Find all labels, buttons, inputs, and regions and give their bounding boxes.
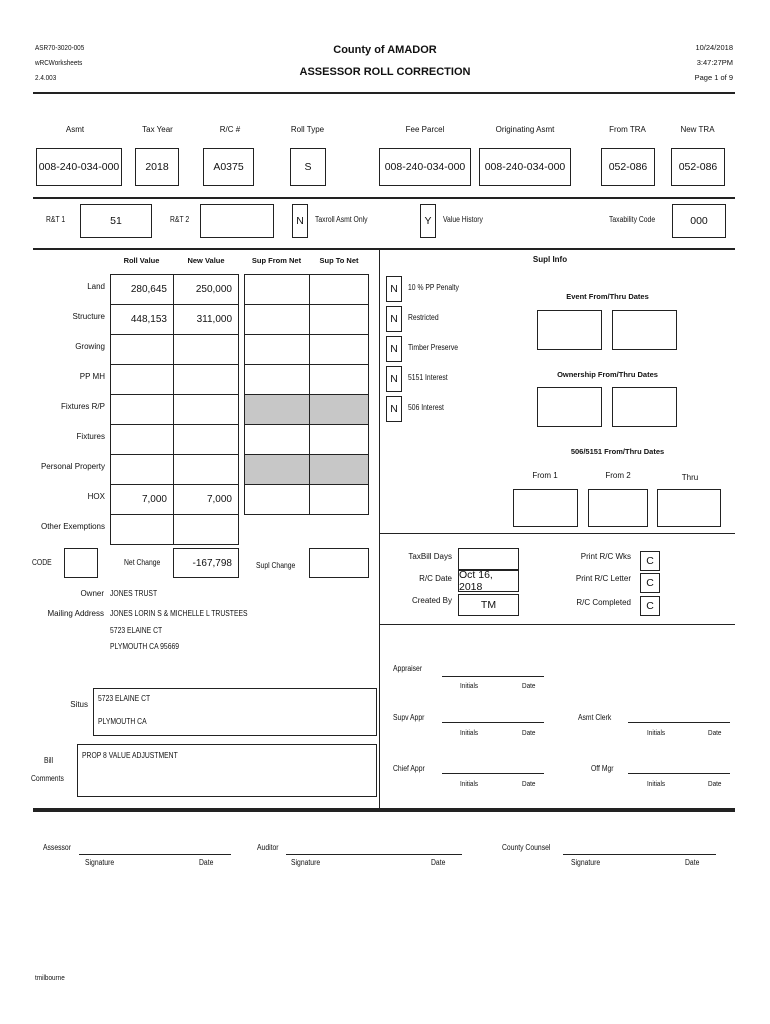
row-label: Fixtures R/P bbox=[60, 402, 105, 411]
bottom-rule bbox=[33, 808, 735, 812]
label-signature: Signature bbox=[291, 858, 321, 867]
label-print-wks: Print R/C Wks bbox=[580, 552, 631, 561]
label-signature: Signature bbox=[85, 858, 115, 867]
sup-from-cell[interactable] bbox=[244, 274, 310, 305]
new-value-cell[interactable]: 250,000 bbox=[173, 274, 239, 305]
label-initials: Initials bbox=[460, 728, 479, 737]
header-rule bbox=[33, 92, 735, 94]
sup-from-cell-disabled bbox=[244, 394, 310, 425]
bill-comments-field[interactable] bbox=[77, 744, 377, 797]
rt1-field[interactable]: 51 bbox=[80, 204, 152, 238]
label-taxbill-days: TaxBill Days bbox=[408, 552, 452, 561]
taxbill-days-field[interactable] bbox=[458, 548, 519, 570]
sup-from-cell[interactable] bbox=[244, 424, 310, 455]
col-new-value: New Value bbox=[187, 256, 225, 265]
row-label: PP MH bbox=[79, 372, 105, 381]
roll-value-cell[interactable]: 280,645 bbox=[110, 274, 174, 305]
sup-from-cell[interactable] bbox=[244, 484, 310, 515]
roll-value-cell[interactable] bbox=[110, 394, 174, 425]
new-value-cell[interactable] bbox=[173, 394, 239, 425]
situs-line-2: PLYMOUTH CA bbox=[98, 717, 147, 726]
label-roll-type: Roll Type bbox=[290, 125, 325, 134]
label-date: Date bbox=[522, 681, 536, 690]
thru-field[interactable] bbox=[657, 489, 721, 527]
comments-value: PROP 8 VALUE ADJUSTMENT bbox=[82, 751, 178, 760]
label-initials: Initials bbox=[647, 728, 666, 737]
print-letter-flag[interactable]: C bbox=[640, 573, 660, 593]
row-label: HOX bbox=[87, 492, 105, 501]
print-date: 10/24/2018 bbox=[695, 43, 733, 52]
ownership-dates-title: Ownership From/Thru Dates bbox=[557, 370, 658, 379]
label-from2: From 2 bbox=[605, 471, 631, 480]
label-rc: R/C # bbox=[219, 125, 241, 134]
mailing-line-1: JONES LORIN S & MICHELLE L TRUSTEES bbox=[110, 609, 248, 618]
label-county-counsel: County Counsel bbox=[502, 843, 551, 852]
event-dates-title: Event From/Thru Dates bbox=[566, 292, 649, 301]
row-label: Structure bbox=[72, 312, 105, 321]
roll-value-cell[interactable] bbox=[110, 454, 174, 485]
label-from-tra: From TRA bbox=[609, 125, 646, 134]
dates-506-title: 506/5151 From/Thru Dates bbox=[570, 447, 665, 456]
label-situs: Situs bbox=[70, 700, 88, 709]
label-mailing-address: Mailing Address bbox=[47, 609, 104, 618]
label-initials: Initials bbox=[647, 779, 666, 788]
restricted-flag[interactable]: N bbox=[386, 306, 402, 332]
row-label: Personal Property bbox=[40, 462, 105, 471]
ownership-from-field[interactable] bbox=[537, 387, 602, 427]
taxroll-only-flag[interactable]: N bbox=[292, 204, 308, 238]
label-supv-appr: Supv Appr bbox=[393, 713, 425, 722]
worksheet-name: wRCWorksheets bbox=[35, 58, 83, 67]
label-initials: Initials bbox=[460, 779, 479, 788]
assessor-sign-line[interactable] bbox=[79, 854, 231, 855]
label-rt1: R&T 1 bbox=[46, 215, 66, 224]
roll-value-cell[interactable] bbox=[110, 334, 174, 365]
roll-value-cell[interactable] bbox=[110, 424, 174, 455]
county-counsel-sign-line[interactable] bbox=[563, 854, 716, 855]
sup-to-cell[interactable] bbox=[309, 484, 369, 515]
col-sup-from-net: Sup From Net bbox=[251, 256, 302, 265]
sup-to-cell[interactable] bbox=[309, 274, 369, 305]
page-number: Page 1 of 9 bbox=[694, 73, 733, 82]
label-date: Date bbox=[199, 858, 214, 867]
supv-appr-sign-line[interactable] bbox=[442, 722, 544, 723]
label-rc-date: R/C Date bbox=[419, 574, 452, 583]
label-thru: Thru bbox=[681, 473, 699, 482]
label-net-change: Net Change bbox=[124, 558, 161, 567]
row-label: Land bbox=[87, 282, 105, 291]
roll-value-cell[interactable] bbox=[110, 364, 174, 395]
version: 2.4.003 bbox=[35, 73, 57, 82]
label-code: CODE bbox=[32, 558, 52, 567]
situs-line-1: 5723 ELAINE CT bbox=[98, 694, 151, 703]
print-time: 3:47:27PM bbox=[696, 58, 733, 67]
label-value-history: Value History bbox=[443, 215, 483, 224]
new-value-cell[interactable] bbox=[173, 454, 239, 485]
supl-change-field[interactable] bbox=[309, 548, 369, 578]
created-by-field[interactable]: TM bbox=[458, 594, 519, 616]
label-assessor: Assessor bbox=[43, 843, 71, 852]
section-rule bbox=[379, 624, 735, 625]
label-interest-5151: 5151 Interest bbox=[408, 373, 448, 382]
label-initials: Initials bbox=[460, 681, 479, 690]
form-title: ASSESSOR ROLL CORRECTION bbox=[299, 66, 471, 78]
label-taxroll-only: Taxroll Asmt Only bbox=[315, 215, 368, 224]
from2-field[interactable] bbox=[588, 489, 648, 527]
interest-506-flag[interactable]: N bbox=[386, 396, 402, 422]
new-value-cell[interactable] bbox=[173, 334, 239, 365]
label-date: Date bbox=[685, 858, 700, 867]
ownership-thru-field[interactable] bbox=[612, 387, 677, 427]
sup-to-cell-disabled bbox=[309, 394, 369, 425]
new-value-cell[interactable] bbox=[173, 424, 239, 455]
sup-from-cell[interactable] bbox=[244, 304, 310, 335]
sup-to-cell[interactable] bbox=[309, 334, 369, 365]
label-interest-506: 506 Interest bbox=[408, 403, 444, 412]
appraiser-sign-line[interactable] bbox=[442, 676, 544, 677]
new-tra-field[interactable]: 052-086 bbox=[671, 148, 725, 186]
label-date: Date bbox=[431, 858, 446, 867]
roll-value-cell[interactable] bbox=[110, 514, 174, 545]
section-rule bbox=[33, 248, 735, 250]
rc-date-field[interactable]: Oct 16, 2018 bbox=[458, 570, 519, 592]
sup-to-cell[interactable] bbox=[309, 364, 369, 395]
row-label: Fixtures bbox=[76, 432, 105, 441]
label-print-letter: Print R/C Letter bbox=[575, 574, 631, 583]
auditor-sign-line[interactable] bbox=[286, 854, 462, 855]
print-wks-flag[interactable]: C bbox=[640, 551, 660, 571]
label-supl-change: Supl Change bbox=[256, 561, 296, 570]
code-field[interactable] bbox=[64, 548, 98, 578]
row-label: Other Exemptions bbox=[40, 522, 105, 531]
fee-parcel-field[interactable]: 008-240-034-000 bbox=[379, 148, 471, 186]
from-tra-field[interactable]: 052-086 bbox=[601, 148, 655, 186]
value-history-flag[interactable]: Y bbox=[420, 204, 436, 238]
footer-user: tmilbourne bbox=[35, 973, 65, 982]
orig-asmt-field[interactable]: 008-240-034-000 bbox=[479, 148, 571, 186]
sup-from-cell[interactable] bbox=[244, 364, 310, 395]
label-date: Date bbox=[708, 779, 722, 788]
asmt-clerk-sign-line[interactable] bbox=[628, 722, 730, 723]
situs-field[interactable] bbox=[93, 688, 377, 736]
label-date: Date bbox=[522, 779, 536, 788]
from1-field[interactable] bbox=[513, 489, 578, 527]
label-auditor: Auditor bbox=[257, 843, 279, 852]
new-value-cell[interactable]: 311,000 bbox=[173, 304, 239, 335]
label-new-tra: New TRA bbox=[680, 125, 715, 134]
form-id: ASR70-3020-005 bbox=[35, 43, 85, 52]
rc-number-field[interactable]: A0375 bbox=[203, 148, 254, 186]
label-asmt: Asmt bbox=[65, 125, 85, 134]
sup-to-cell[interactable] bbox=[309, 424, 369, 455]
mailing-line-3: PLYMOUTH CA 95669 bbox=[110, 642, 180, 651]
label-orig-asmt: Originating Asmt bbox=[495, 125, 555, 134]
section-rule bbox=[379, 533, 735, 534]
sup-from-cell-disabled bbox=[244, 454, 310, 485]
label-comments: Comments bbox=[31, 774, 64, 783]
col-roll-value: Roll Value bbox=[123, 256, 160, 265]
new-value-cell[interactable] bbox=[173, 364, 239, 395]
label-off-mgr: Off Mgr bbox=[591, 764, 614, 773]
chief-appr-sign-line[interactable] bbox=[442, 773, 544, 774]
roll-value-cell[interactable]: 448,153 bbox=[110, 304, 174, 335]
pp-penalty-flag[interactable]: N bbox=[386, 276, 402, 302]
label-signature: Signature bbox=[571, 858, 601, 867]
rc-completed-flag[interactable]: C bbox=[640, 596, 660, 616]
taxability-code-field[interactable]: 000 bbox=[672, 204, 726, 238]
column-divider bbox=[379, 248, 380, 809]
label-owner: Owner bbox=[80, 589, 104, 598]
sup-from-cell[interactable] bbox=[244, 334, 310, 365]
label-rc-completed: R/C Completed bbox=[576, 598, 631, 607]
supl-info-title: Supl Info bbox=[532, 255, 568, 264]
rt2-field[interactable] bbox=[200, 204, 274, 238]
mailing-line-2: 5723 ELAINE CT bbox=[110, 626, 163, 635]
label-appraiser: Appraiser bbox=[393, 664, 423, 673]
roll-type-field[interactable]: S bbox=[290, 148, 326, 186]
section-rule bbox=[33, 197, 735, 199]
label-tax-year: Tax Year bbox=[142, 125, 173, 134]
label-created-by: Created By bbox=[411, 596, 452, 605]
row-label: Growing bbox=[75, 342, 105, 351]
label-from1: From 1 bbox=[532, 471, 558, 480]
label-restricted: Restricted bbox=[408, 313, 439, 322]
asmt-field[interactable]: 008-240-034-000 bbox=[36, 148, 122, 186]
roll-value-cell[interactable]: 7,000 bbox=[110, 484, 174, 515]
net-change-field[interactable]: -167,798 bbox=[173, 548, 239, 578]
label-bill: Bill bbox=[44, 756, 54, 765]
sup-to-cell[interactable] bbox=[309, 304, 369, 335]
label-fee-parcel: Fee Parcel bbox=[405, 125, 445, 134]
label-rt2: R&T 2 bbox=[170, 215, 190, 224]
label-date: Date bbox=[522, 728, 536, 737]
sup-to-cell-disabled bbox=[309, 454, 369, 485]
event-from-field[interactable] bbox=[537, 310, 602, 350]
col-sup-to-net: Sup To Net bbox=[319, 256, 359, 265]
owner-value: JONES TRUST bbox=[110, 589, 158, 598]
label-taxability-code: Taxability Code bbox=[609, 215, 656, 224]
timber-preserve-flag[interactable]: N bbox=[386, 336, 402, 362]
new-value-cell[interactable]: 7,000 bbox=[173, 484, 239, 515]
event-thru-field[interactable] bbox=[612, 310, 677, 350]
label-date: Date bbox=[708, 728, 722, 737]
label-chief-appr: Chief Appr bbox=[393, 764, 425, 773]
new-value-cell[interactable] bbox=[173, 514, 239, 545]
label-pp-penalty: 10 % PP Penalty bbox=[408, 283, 459, 292]
label-timber-preserve: Timber Preserve bbox=[408, 343, 459, 352]
county-title: County of AMADOR bbox=[333, 44, 437, 56]
off-mgr-sign-line[interactable] bbox=[628, 773, 730, 774]
tax-year-field[interactable]: 2018 bbox=[135, 148, 179, 186]
interest-5151-flag[interactable]: N bbox=[386, 366, 402, 392]
label-asmt-clerk: Asmt Clerk bbox=[578, 713, 612, 722]
